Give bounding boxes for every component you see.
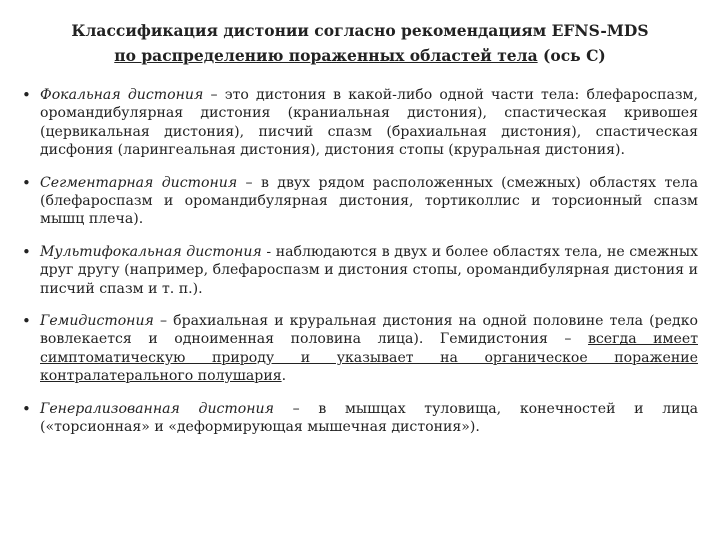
term-segmental: Сегментарная дистония xyxy=(40,174,238,191)
definition-multifocal: - наблюдаются в двух и более областях тела, не смежных друг другу (например, блефароспазм и дистония стопы, оромандибулярная дистония и писчий спазм и т. п.). xyxy=(40,243,698,297)
definition-hemidystonia-end: . xyxy=(281,368,287,385)
list-item-focal xyxy=(22,86,698,160)
bullet-icon: • xyxy=(22,312,31,331)
bullet-icon: • xyxy=(22,242,31,261)
list-item-hemidystonia xyxy=(22,312,698,386)
term-hemidystonia: Гемидистония xyxy=(40,313,154,330)
list-item-text xyxy=(40,243,698,298)
term-focal: Фокальная дистония xyxy=(40,87,204,103)
definition-segmental: – в двух рядом расположенных (смежных) областях тела (блефароспазм и оромандибулярная дистония, тортиколлис и торсионный спазм мышц плеча). xyxy=(40,174,698,228)
slide xyxy=(0,18,720,558)
list-item-text xyxy=(40,400,698,437)
bullet-icon: • xyxy=(22,173,31,192)
bullet-icon: • xyxy=(22,399,31,418)
term-generalized: Генерализованная дистония xyxy=(40,400,274,417)
term-multifocal: Мультифокальная дистония xyxy=(40,243,262,260)
title-axis-part: (ось С) xyxy=(537,46,606,65)
list-item-generalized xyxy=(22,400,698,437)
title-underlined-part: по распределению пораженных областей тела xyxy=(114,46,538,65)
dystonia-classification-list xyxy=(22,86,698,437)
list-item-text xyxy=(40,86,698,160)
definition-hemidystonia-underlined: всегда имеет симптоматическую природу и указывает на органическое поражение контралатерального полушария xyxy=(40,331,698,385)
bullet-icon: • xyxy=(22,86,31,104)
list-item-multifocal xyxy=(22,243,698,298)
definition-hemidystonia: – брахиальная и круральная дистония на одной половине тела (редко вовлекается и одноименная половина лица). Гемидистония – xyxy=(40,313,698,348)
list-item-text xyxy=(40,174,698,229)
definition-generalized: – в мышцах туловища, конечностей и лица («торсионная» и «деформирующая мышечная дистония»). xyxy=(40,400,699,436)
definition-focal: – это дистония в какой-либо одной части тела: блефароспазм, оромандибулярная дистония (краниальная дистония), спастическая кривошея (цервикальная дистония), писчий спазм (брахиальная дистония), спастическая дисфония (ларингеальная дистония), дистония стопы (круральная дистония). xyxy=(40,87,698,159)
list-item-text xyxy=(40,312,698,386)
list-item-segmental xyxy=(22,174,698,229)
page-title xyxy=(22,18,698,68)
title-line-1: Классификация дистонии согласно рекомендациям EFNS-MDS xyxy=(71,21,649,40)
title-line-2 xyxy=(22,43,698,68)
